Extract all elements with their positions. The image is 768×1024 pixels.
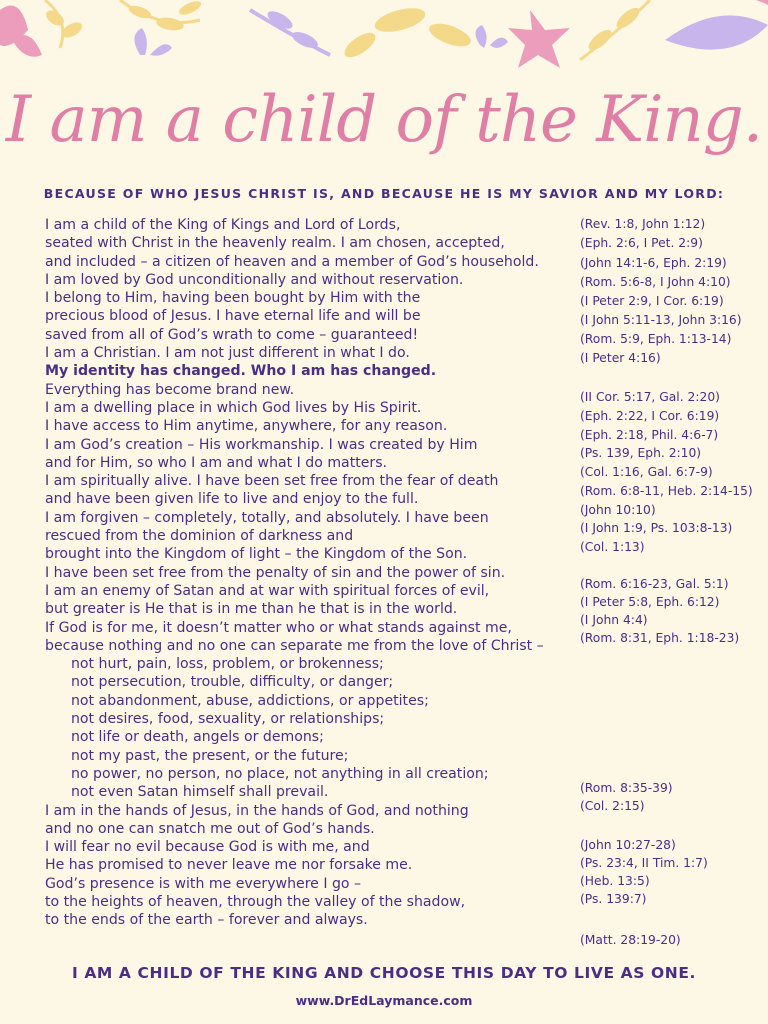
scripture-reference: (Ps. 139, Eph. 2:10) xyxy=(580,446,702,460)
indented-line: not my past, the present, or the future; xyxy=(71,747,349,764)
text-line: If God is for me, it doesn’t matter who or what stands against me, xyxy=(45,619,512,636)
text-line: I am a dwelling place in which God lives by His Spirit. xyxy=(45,399,422,416)
text-line: I have been set free from the penalty of sin and the power of sin. xyxy=(45,564,506,581)
text-line: precious blood of Jesus. I have eternal life and will be xyxy=(45,308,421,325)
indented-line: not desires, food, sexuality, or relationships; xyxy=(71,711,385,728)
scripture-reference: (I John 1:9, Ps. 103:8-13) xyxy=(580,521,733,535)
text-line: I will fear no evil because God is with me, and xyxy=(45,839,370,856)
closing-statement: I AM A CHILD OF THE KING AND CHOOSE THIS DAY TO LIVE AS ONE. xyxy=(71,964,697,982)
text-line: I am loved by God unconditionally and without reservation. xyxy=(45,271,464,288)
scripture-reference: (John 10:10) xyxy=(580,503,656,517)
scripture-reference: (Ps. 23:4, II Tim. 1:7) xyxy=(580,856,708,870)
text-line: seated with Christ in the heavenly realm. I am chosen, accepted, xyxy=(45,235,505,252)
scripture-reference: (Heb. 13:5) xyxy=(580,874,650,888)
scripture-reference: (Rom. 6:16-23, Gal. 5:1) xyxy=(580,577,729,591)
scripture-reference: (John 14:1-6, Eph. 2:19) xyxy=(580,256,727,270)
indented-line: not even Satan himself shall prevail. xyxy=(71,784,329,801)
scripture-reference: (I Peter 4:16) xyxy=(580,351,661,365)
scripture-reference: (I John 5:11-13, John 3:16) xyxy=(580,313,742,327)
indented-line: not hurt, pain, loss, problem, or brokenness; xyxy=(71,656,384,673)
text-line: I am an enemy of Satan and at war with spiritual forces of evil, xyxy=(45,582,490,599)
text-line: saved from all of God’s wrath to come – guaranteed! xyxy=(45,326,419,343)
text-line: and included – a citizen of heaven and a member of God’s household. xyxy=(45,253,539,270)
text-line: I am a Christian. I am not just different in what I do. xyxy=(45,345,410,362)
text-line: I am forgiven – completely, totally, and absolutely. I have been xyxy=(45,509,489,526)
text-line: I belong to Him, having been bought by Him with the xyxy=(45,290,421,307)
subtitle: BECAUSE OF WHO JESUS CHRIST IS, AND BECAUSE HE IS MY SAVIOR AND MY LORD: xyxy=(43,186,725,201)
scripture-reference: (Ps. 139:7) xyxy=(580,892,647,906)
text-line: He has promised to never leave me nor forsake me. xyxy=(45,857,413,874)
scripture-reference: (Matt. 28:19-20) xyxy=(580,933,681,947)
text-line: I am God’s creation – His workmanship. I was created by Him xyxy=(45,436,478,453)
scripture-reference: (Eph. 2:6, I Pet. 2:9) xyxy=(580,236,703,250)
text-line: I am a child of the King of Kings and Lord of Lords, xyxy=(45,217,401,233)
text-line: to the ends of the earth – forever and always. xyxy=(45,912,368,929)
text-line: God’s presence is with me everywhere I go – xyxy=(45,875,362,892)
website-url: www.DrEdLaymance.com xyxy=(295,993,473,1008)
indented-line: not abandonment, abuse, addictions, or appetites; xyxy=(71,692,429,709)
text-line: because nothing and no one can separate me from the love of Christ – xyxy=(45,637,544,654)
scripture-reference: (I Peter 2:9, I Cor. 6:19) xyxy=(580,294,724,308)
scripture-reference: (Rom. 6:8-11, Heb. 2:14-15) xyxy=(580,484,753,498)
scripture-reference: (Col. 2:15) xyxy=(580,799,645,813)
scripture-reference: (Rom. 5:6-8, I John 4:10) xyxy=(580,275,731,289)
text-line: rescued from the dominion of darkness and xyxy=(45,528,354,545)
scripture-reference: (I John 4:4) xyxy=(580,613,648,627)
scripture-reference: (Rom. 5:9, Eph. 1:13-14) xyxy=(580,332,732,346)
scripture-reference: (Eph. 2:18, Phil. 4:6-7) xyxy=(580,428,719,442)
text-line: I am in the hands of Jesus, in the hands of God, and nothing xyxy=(45,802,469,819)
text-line: and have been given life to live and enjoy to the full. xyxy=(45,491,419,508)
scripture-reference: (Rev. 1:8, John 1:12) xyxy=(580,217,706,231)
declaration-text xyxy=(45,216,575,930)
text-line: Everything has become brand new. xyxy=(45,381,295,398)
indented-line: not persecution, trouble, difficulty, or danger; xyxy=(71,674,394,691)
identity-statement: My identity has changed. Who I am has changed. xyxy=(45,363,437,380)
scripture-reference: (II Cor. 5:17, Gal. 2:20) xyxy=(580,390,720,404)
text-line: and for Him, so who I am and what I do matters. xyxy=(45,454,388,471)
scripture-reference: (Eph. 2:22, I Cor. 6:19) xyxy=(580,409,720,423)
text-line: but greater is He that is in me than he that is in the world. xyxy=(45,601,458,618)
text-line: and no one can snatch me out of God’s hands. xyxy=(45,820,375,837)
scripture-reference: (Col. 1:16, Gal. 6:7-9) xyxy=(580,465,713,479)
scripture-reference: (I Peter 5:8, Eph. 6:12) xyxy=(580,595,720,609)
scripture-reference: (Col. 1:13) xyxy=(580,540,645,554)
scripture-reference: (Rom. 8:31, Eph. 1:18-23) xyxy=(580,631,740,645)
scripture-reference: (John 10:27-28) xyxy=(580,838,676,852)
page-title: I am a child of the King. xyxy=(5,83,763,157)
text-line: I am spiritually alive. I have been set free from the fear of death xyxy=(45,473,499,490)
scripture-reference: (Rom. 8:35-39) xyxy=(580,781,673,795)
indented-line: no power, no person, no place, not anything in all creation; xyxy=(71,765,489,782)
text-line: to the heights of heaven, through the valley of the shadow, xyxy=(45,893,466,910)
indented-line: not life or death, angels or demons; xyxy=(71,729,324,746)
text-line: I have access to Him anytime, anywhere, for any reason. xyxy=(45,418,448,435)
text-line: brought into the Kingdom of light – the Kingdom of the Son. xyxy=(45,546,468,563)
